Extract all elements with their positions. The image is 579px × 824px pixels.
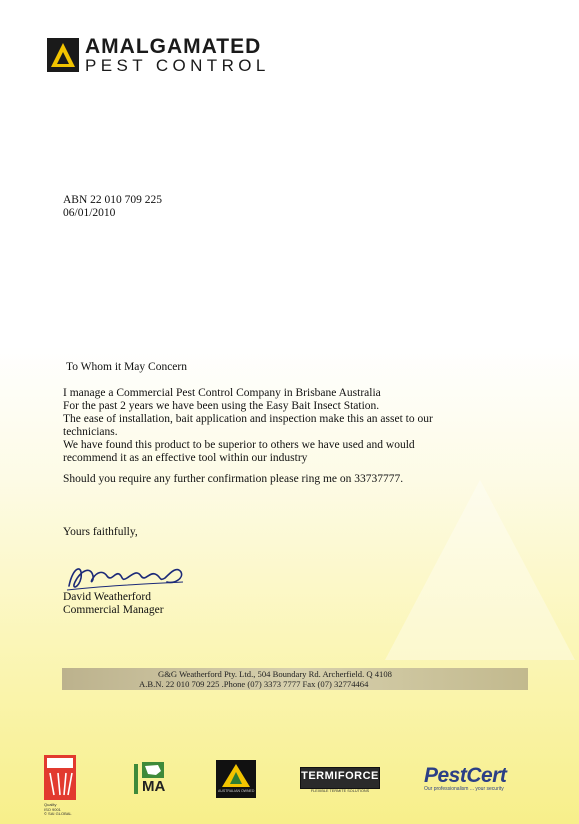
certified-quality-logo — [44, 755, 76, 816]
logo-triangle-icon — [47, 38, 79, 72]
letter-body — [63, 387, 543, 465]
ama-logo — [134, 762, 164, 796]
handwritten-signature — [63, 556, 193, 596]
quality-caption: Quality ISO 9001 © SAI GLOBAL — [44, 802, 72, 816]
abn-number: ABN 22 010 709 225 — [63, 194, 163, 206]
company-name-line1: AMALGAMATED — [85, 35, 262, 58]
signoff: Yours faithfully, — [63, 526, 138, 538]
body-line: I manage a Commercial Pest Control Company in Brisbane Australia — [63, 387, 381, 399]
pestcert-caption: Our professionalism ... your security — [424, 786, 504, 792]
termiforce-logo — [300, 767, 380, 789]
closing-line: Should you require any further confirmation please ring me on 33737777. — [63, 473, 404, 485]
signer-block — [63, 591, 164, 617]
termiforce-text: TERMIFORCE — [301, 770, 379, 782]
signer-name: David Weatherford — [63, 591, 151, 603]
quality-badge-icon — [44, 755, 76, 800]
footer-address-line: G&G Weatherford Pty. Ltd., 504 Boundary Rd. Archerfield. Q 4108 — [158, 669, 392, 679]
body-line: We have found this product to be superior to others we have used and would — [63, 439, 415, 451]
ama-text: MA — [142, 778, 166, 795]
company-name-line2: PEST CONTROL — [85, 56, 270, 75]
body-line: For the past 2 years we have been using the Easy Bait Insect Station. — [63, 400, 380, 412]
pestcert-text: PestCert — [424, 764, 507, 787]
australian-owned-logo — [216, 760, 256, 798]
body-line: technicians. — [63, 426, 118, 438]
footer-contact-bar — [62, 668, 528, 690]
signer-title: Commercial Manager — [63, 604, 164, 616]
pestcert-logo — [424, 764, 506, 792]
salutation: To Whom it May Concern — [66, 361, 187, 373]
footer-phone-line: A.B.N. 22 010 709 225 .Phone (07) 3373 7777 Fax (07) 32774464 — [139, 679, 369, 689]
letter-header-info — [63, 194, 162, 220]
watermark-triangle-graphic — [380, 470, 579, 670]
letter-date: 06/01/2010 — [63, 207, 116, 219]
body-line: recommend it as an effective tool within our industry — [63, 452, 308, 464]
australian-owned-caption: AUSTRALIAN OWNED — [218, 789, 255, 793]
body-line: The ease of installation, bait application and inspection make this an asset to our — [63, 413, 433, 425]
termiforce-caption: FLEXIBLE TERMITE SOLUTIONS — [310, 789, 370, 793]
partner-logos-row — [0, 755, 579, 815]
